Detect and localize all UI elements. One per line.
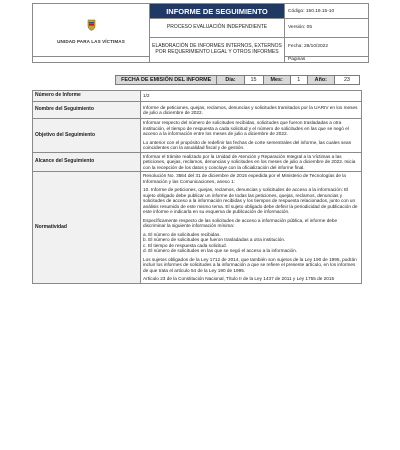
row-normatividad	[33, 172, 362, 284]
day-value: 15	[244, 76, 263, 85]
normatividad-list-item: c. El tiempo de respuesta cada solicitud.	[143, 242, 227, 248]
document-title: INFORME DE SEGUIMIENTO	[150, 4, 285, 19]
doc-version: Versión: 05	[285, 19, 369, 38]
coat-of-arms-icon	[87, 19, 96, 31]
doc-date: Fecha: 28/10/2022	[285, 37, 369, 56]
normatividad-paragraph-3: Específicamente respecto de las solicitudes de acceso a información pública, el informe debe discriminar la siguiente información mínima:	[143, 217, 338, 228]
doc-pages: Paginas	[285, 57, 369, 63]
process-name: PROCESO EVALUACIÓN INDEPENDIENTE	[150, 19, 285, 38]
objetivo-paragraph-1: Informar respecto del número de solicitudes recibidas, solicitudes que fueron trasladadas a otra institución, el tiempo de respuesta a cada solicitud y el número de solicitudes en las que se negó el acceso a la información entre los meses de julio a diciembre de 2022.	[143, 120, 349, 136]
normatividad-paragraph-5: Artículo 23 de la Constitución Nacional, Título II de la Ley 1437 de 2011 y Ley 1755 de 2015	[143, 276, 335, 281]
year-value: 23	[334, 76, 359, 85]
normatividad-paragraph-4: Los sujetos obligados de la Ley 1712 de 2014, que también son sujetos de la Ley 190 de 1995, podrán incluir los informes de solicitudes a la información a que se refiere el presente artículo, en los informes de que trata el artículo 54 de la Ley 190 de 1995.	[143, 256, 357, 273]
entity-logo-cell	[33, 4, 150, 57]
procedure-name: ELABORACIÓN DE INFORMES INTERNOS, EXTERNOS POR REQUERIMIENTO LEGAL Y OTROS INFORMES	[150, 37, 285, 62]
numero-value: 1/2	[141, 91, 362, 102]
nombre-label: Nombre del Seguimiento	[33, 102, 141, 119]
doc-code: Código: 150.19.15-10	[285, 4, 369, 19]
report-details-table	[32, 90, 362, 284]
emission-label: FECHA DE EMISIÓN DEL INFORME	[116, 76, 217, 85]
year-label: Año:	[307, 76, 334, 85]
normatividad-paragraph-2: 10. Informe de peticiones, quejas, reclamos, denuncias y solicitudes de acceso a la información: El sujeto obligado debe publicar un informe de todas las peticiones, quejas, reclamos, denuncias y solicitudes de acceso a la información recibidas y los tiempos de respuesta relacionados, junto con un análisis resumido de este mismo tema. El sujeto obligado debe definir la periodicidad de publicación de este informe e indicarla en su esquema de publicación de información.	[143, 187, 358, 214]
nombre-value: Informe de peticiones, quejas, reclamos, denuncias y solicitudes tramitados por la UARIV en los meses de julio a diciembre de 2022.	[141, 102, 362, 119]
normatividad-list-item: a. El número de solicitudes recibidas.	[143, 231, 221, 237]
normatividad-paragraph-1: Resolución No. 3564 del 31 de diciembre de 2015 expedida por el Ministerio de Tecnologías de la Información y las Comunicaciones, anexo 1:	[143, 173, 346, 184]
normatividad-list-item: d. El número de solicitudes en las que se negó el acceso a la información.	[143, 248, 297, 253]
row-nombre	[33, 102, 362, 119]
normatividad-list-item: b. El número de solicitudes que fueron trasladadas a otra institución.	[143, 237, 286, 242]
month-value: 1	[290, 76, 307, 85]
alcance-label: Alcance del Seguimiento	[33, 152, 141, 172]
emission-date-bar	[115, 75, 360, 85]
row-objetivo	[33, 119, 362, 153]
row-numero	[33, 91, 362, 102]
day-label: Día:	[217, 76, 244, 85]
normatividad-label: Normatividad	[33, 172, 141, 284]
numero-label: Número de Informe	[33, 91, 141, 102]
month-label: Mes:	[263, 76, 290, 85]
entity-name: UNIDAD PARA LAS VÍCTIMAS	[57, 38, 125, 44]
alcance-value: Informar el trámite realizado por la Unidad de Atención y Reparación Integral a la Víctimas a las peticiones, quejas, reclamos, denuncias y solicitudes en los meses de julio a diciembre de 2022. Inicia con la recepción de los datos y concluye con la oficialización del informe final.	[141, 152, 362, 172]
objetivo-label: Objetivo del Seguimiento	[33, 119, 141, 153]
document-header	[32, 3, 369, 63]
objetivo-paragraph-2: Lo anterior con el propósito de redefinir las fechas de corte semestrales del informe, las cuales sean coincidentes con la anualidad fiscal y de gestión.	[143, 139, 352, 150]
row-alcance	[33, 152, 362, 172]
